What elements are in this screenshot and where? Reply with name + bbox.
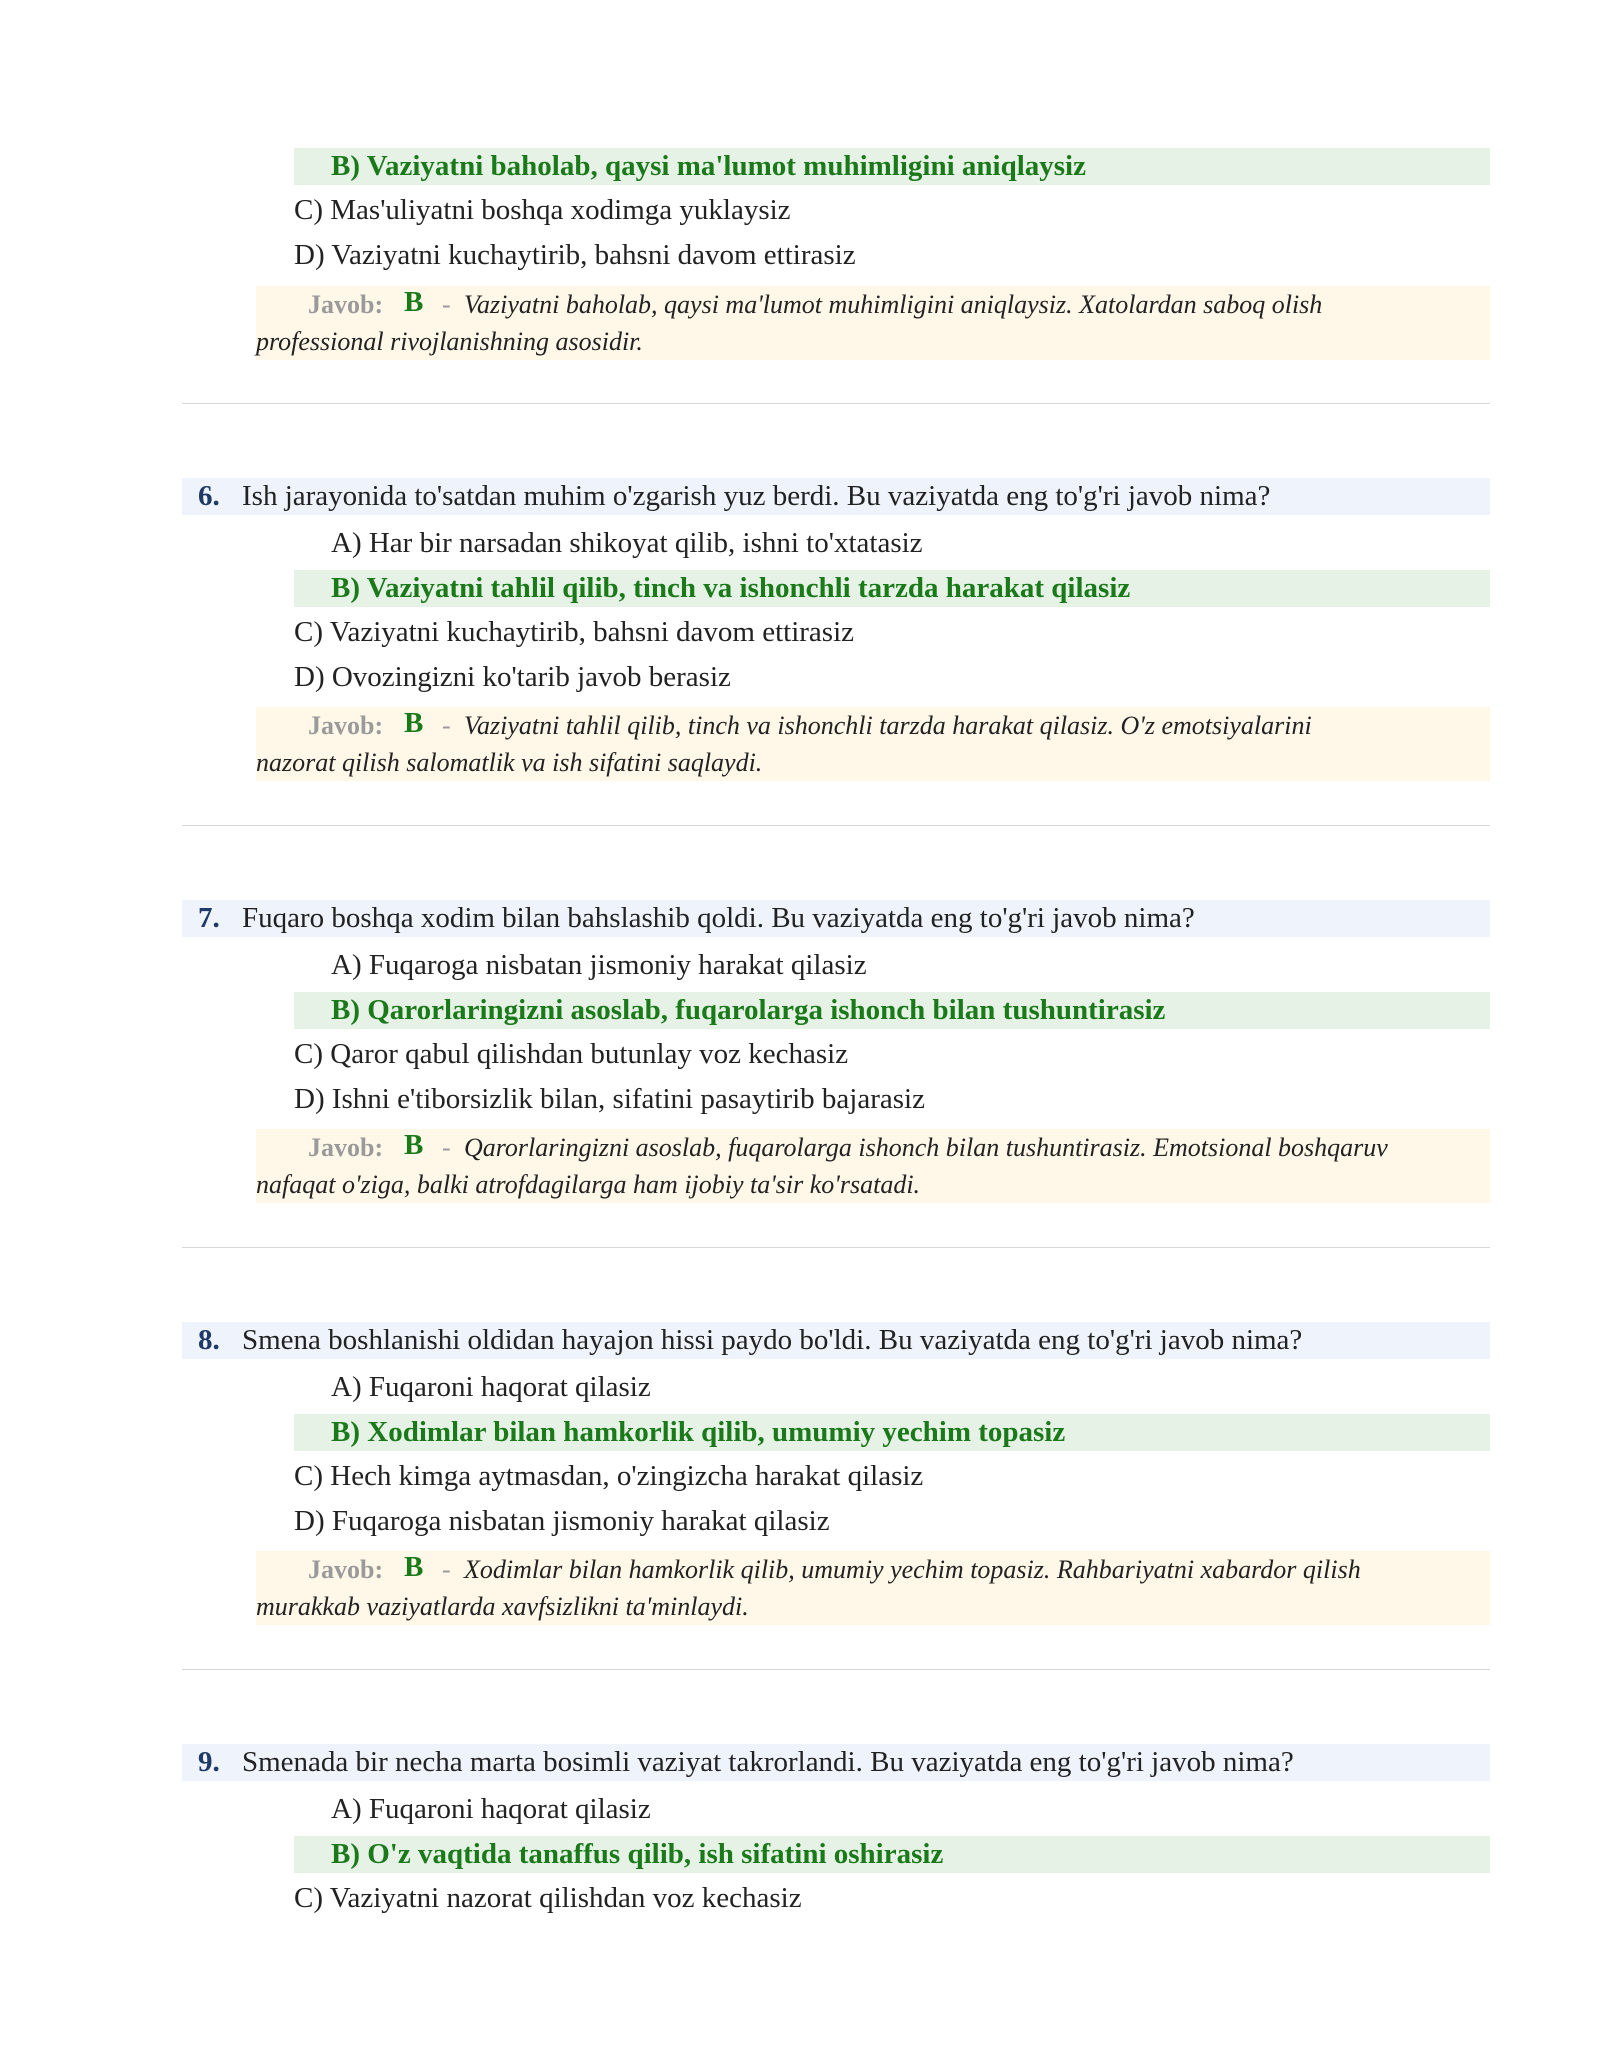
option-correct: B) O'z vaqtida tanaffus qilib, ish sifatini oshirasiz — [294, 1836, 1490, 1873]
answer-explanation-continued: nafaqat o'ziga, balki atrofdagilarga ham ijobiy ta'sir ko'rsatadi. — [256, 1170, 921, 1199]
question-text: Smenada bir necha marta bosimli vaziyat takrorlandi. Bu vaziyatda eng to'g'ri javob nima? — [242, 1746, 1294, 1778]
question-text: Smena boshlanishi oldidan hayajon hissi paydo bo'ldi. Bu vaziyatda eng to'g'ri javob nima? — [242, 1324, 1303, 1356]
option-correct: B) Vaziyatni tahlil qilib, tinch va ishonchli tarzda harakat qilasiz — [294, 570, 1490, 607]
answer-line — [256, 1129, 1490, 1166]
answer-letter: B — [404, 286, 424, 318]
answer-dash: - — [442, 711, 451, 740]
option: C) Vaziyatni kuchaytirib, bahsni davom ettirasiz — [294, 616, 854, 648]
option-correct: B) Qarorlaringizni asoslab, fuqarolarga ishonch bilan tushuntirasiz — [294, 992, 1490, 1029]
question-row — [182, 900, 1490, 937]
option: A) Har bir narsadan shikoyat qilib, ishni to'xtatasiz — [331, 527, 923, 559]
divider — [182, 1669, 1490, 1670]
option-correct: B) Xodimlar bilan hamkorlik qilib, umumiy yechim topasiz — [294, 1414, 1490, 1451]
question-number: 7. — [198, 902, 220, 934]
answer-box — [256, 707, 1490, 781]
question-row — [182, 478, 1490, 515]
answer-explanation-continued: professional rivojlanishning asosidir. — [256, 327, 643, 356]
answer-explanation: Qarorlaringizni asoslab, fuqarolarga ishonch bilan tushuntirasiz. Emotsional boshqaruv — [464, 1133, 1388, 1162]
answer-label: Javob: — [308, 1133, 384, 1162]
question-row — [182, 1744, 1490, 1781]
answer-box — [256, 1129, 1490, 1203]
option: A) Fuqaroni haqorat qilasiz — [331, 1371, 651, 1403]
answer-box — [256, 1551, 1490, 1625]
answer-explanation-continued: murakkab vaziyatlarda xavfsizlikni ta'minlaydi. — [256, 1592, 749, 1621]
answer-dash: - — [442, 1133, 451, 1162]
option: A) Fuqaroni haqorat qilasiz — [331, 1793, 651, 1825]
answer-line — [256, 286, 1490, 323]
answer-explanation: Vaziyatni baholab, qaysi ma'lumot muhimligini aniqlaysiz. Xatolardan saboq olish — [464, 290, 1323, 319]
answer-line — [256, 1551, 1490, 1588]
question-number: 8. — [198, 1324, 220, 1356]
answer-line — [256, 707, 1490, 744]
option: D) Vaziyatni kuchaytirib, bahsni davom ettirasiz — [294, 239, 856, 271]
option: C) Qaror qabul qilishdan butunlay voz kechasiz — [294, 1038, 849, 1070]
option: D) Fuqaroga nisbatan jismoniy harakat qilasiz — [294, 1505, 830, 1537]
question-row — [182, 1322, 1490, 1359]
option: A) Fuqaroga nisbatan jismoniy harakat qilasiz — [331, 949, 867, 981]
answer-letter: B — [404, 1129, 424, 1161]
divider — [182, 825, 1490, 826]
option: C) Mas'uliyatni boshqa xodimga yuklaysiz — [294, 194, 791, 226]
answer-letter: B — [404, 707, 424, 739]
question-number: 9. — [198, 1746, 220, 1778]
option: D) Ishni e'tiborsizlik bilan, sifatini pasaytirib bajarasiz — [294, 1083, 925, 1115]
answer-label: Javob: — [308, 290, 384, 319]
answer-label: Javob: — [308, 711, 384, 740]
answer-explanation: Vaziyatni tahlil qilib, tinch va ishonchli tarzda harakat qilasiz. O'z emotsiyalarini — [464, 711, 1312, 740]
answer-dash: - — [442, 1555, 451, 1584]
option-correct: B) Vaziyatni baholab, qaysi ma'lumot muhimligini aniqlaysiz — [294, 148, 1490, 185]
question-text: Ish jarayonida to'satdan muhim o'zgarish yuz berdi. Bu vaziyatda eng to'g'ri javob nima? — [242, 480, 1271, 512]
answer-label: Javob: — [308, 1555, 384, 1584]
answer-letter: B — [404, 1551, 424, 1583]
question-text: Fuqaro boshqa xodim bilan bahslashib qoldi. Bu vaziyatda eng to'g'ri javob nima? — [242, 902, 1195, 934]
answer-explanation: Xodimlar bilan hamkorlik qilib, umumiy yechim topasiz. Rahbariyatni xabardor qilish — [464, 1555, 1361, 1584]
answer-dash: - — [442, 290, 451, 319]
option: C) Vaziyatni nazorat qilishdan voz kechasiz — [294, 1882, 802, 1914]
question-number: 6. — [198, 480, 220, 512]
option: C) Hech kimga aytmasdan, o'zingizcha harakat qilasiz — [294, 1460, 924, 1492]
divider — [182, 403, 1490, 404]
divider — [182, 1247, 1490, 1248]
option: D) Ovozingizni ko'tarib javob berasiz — [294, 661, 731, 693]
answer-box — [256, 286, 1490, 360]
answer-explanation-continued: nazorat qilish salomatlik va ish sifatini saqlaydi. — [256, 748, 763, 777]
